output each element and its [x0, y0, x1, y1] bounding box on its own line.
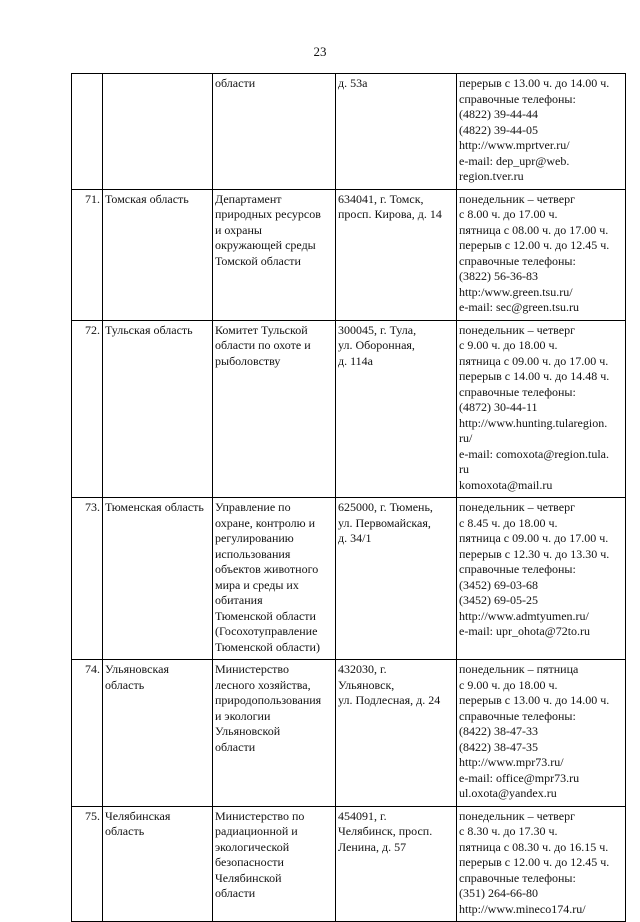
cell-line: ул. Оборонная,: [338, 338, 415, 352]
cell-line: пятница с 08.30 ч. до 16.15 ч.: [459, 839, 609, 854]
cell-line: (4822) 39-44-44: [459, 107, 538, 121]
cell-line: (351) 264-66-80: [459, 886, 538, 900]
contact-link[interactable]: ul.oxota@yandex.ru: [459, 786, 557, 800]
cell-line: области: [215, 886, 256, 900]
cell-line: окружающей среды: [215, 238, 316, 252]
address-cell: [336, 74, 457, 190]
contact-link[interactable]: e-mail: office@mpr73.ru: [459, 770, 580, 785]
cell-line: с 9.00 ч. до 18.00 ч.: [459, 338, 558, 352]
cell-line: (4822) 39-44-05: [459, 122, 538, 137]
cell-line: области: [215, 739, 256, 754]
cell-line: д. 34/1: [338, 531, 372, 545]
cell-line: перерыв с 13.00 ч. до 14.00 ч.: [459, 76, 610, 90]
cell-line: Ульяновской: [215, 724, 281, 738]
cell-line: Ульяновск,: [338, 677, 395, 692]
contact-info-cell: [457, 660, 626, 807]
cell-line: экологической: [215, 839, 290, 854]
row-number: 75.: [72, 806, 103, 922]
contact-info-cell: [457, 806, 626, 922]
contact-link[interactable]: e-mail: comoxota@region.tula.: [459, 446, 610, 461]
cell-line: Тюменской области: [215, 608, 316, 623]
cell-line: Челябинская: [105, 808, 171, 823]
cell-line: Челябинск, просп.: [338, 824, 433, 838]
cell-line: ru: [459, 462, 469, 476]
region-cell: [103, 74, 213, 190]
agency-cell: [213, 660, 336, 807]
cell-line: перерыв с 13.00 ч. до 14.00 ч.: [459, 693, 610, 707]
cell-line: справочные телефоны:: [459, 91, 576, 106]
cell-line: области: [215, 76, 256, 90]
table-row: [72, 189, 626, 320]
cell-line: 432030, г.: [338, 662, 387, 676]
cell-line: объектов животного: [215, 562, 319, 576]
contact-info-cell: [457, 320, 626, 498]
cell-line: region.tver.ru: [459, 169, 524, 183]
region-cell: [103, 498, 213, 660]
region-cell: [103, 189, 213, 320]
cell-line: справочные телефоны:: [459, 708, 576, 723]
cell-line: Министерство по: [215, 808, 305, 823]
address-cell: [336, 660, 457, 807]
contact-link[interactable]: http://www.mprtver.ru/: [459, 138, 570, 152]
address-cell: [336, 806, 457, 922]
cell-line: область: [105, 824, 145, 838]
cell-line: области по охоте и: [215, 338, 311, 352]
contact-info-cell: [457, 498, 626, 660]
page-number: 23: [313, 44, 327, 59]
cell-line: Ульяновская: [105, 662, 169, 676]
agencies-table: [71, 73, 626, 922]
cell-line: перерыв с 12.00 ч. до 12.45 ч.: [459, 238, 610, 252]
cell-line: использования: [215, 546, 291, 561]
cell-line: 454091, г.: [338, 808, 387, 823]
cell-line: обитания: [215, 593, 263, 607]
cell-line: 625000, г. Тюмень,: [338, 500, 433, 514]
cell-line: безопасности: [215, 855, 284, 869]
table-row: [72, 660, 626, 807]
cell-line: д. 114а: [338, 353, 373, 368]
cell-line: понедельник – четверг: [459, 808, 576, 823]
agencies-table-body: [72, 74, 626, 922]
contact-link[interactable]: komoxota@mail.ru: [459, 477, 553, 492]
row-number: 73.: [72, 498, 103, 660]
table-row: [72, 74, 626, 190]
cell-line: 300045, г. Тула,: [338, 322, 417, 337]
cell-line: понедельник – четверг: [459, 500, 576, 514]
cell-line: понедельник – четверг: [459, 322, 576, 337]
cell-line: Министерство: [215, 662, 289, 676]
address-cell: [336, 498, 457, 660]
cell-line: с 8.45 ч. до 18.00 ч.: [459, 515, 558, 530]
cell-line: ул. Первомайская,: [338, 515, 431, 530]
contact-link[interactable]: e-mail: upr_ohota@72to.ru: [459, 624, 591, 638]
contact-link[interactable]: http://www.mineco174.ru/: [459, 901, 586, 916]
contact-link[interactable]: http://www.hunting.tularegion.: [459, 415, 608, 430]
cell-line: и охраны: [215, 222, 262, 237]
cell-line: справочные телефоны:: [459, 870, 576, 885]
cell-line: Управление по: [215, 500, 291, 514]
cell-line: природных ресурсов: [215, 207, 321, 221]
cell-line: Департамент: [215, 191, 282, 206]
contact-link[interactable]: http://www.admtyumen.ru/: [459, 608, 589, 623]
agency-cell: [213, 320, 336, 498]
cell-line: пятница с 09.00 ч. до 17.00 ч.: [459, 353, 609, 368]
cell-line: радиационной и: [215, 824, 298, 838]
cell-line: понедельник – четверг: [459, 191, 576, 206]
region-cell: [103, 660, 213, 807]
cell-line: Челябинской: [215, 870, 282, 885]
contact-info-cell: [457, 189, 626, 320]
cell-line: просп. Кирова, д. 14: [338, 207, 442, 221]
table-row: [72, 806, 626, 922]
region-cell: [103, 806, 213, 922]
cell-line: Ленина, д. 57: [338, 839, 407, 854]
cell-line: природопользования: [215, 693, 322, 707]
row-number: 74.: [72, 660, 103, 807]
cell-line: с 8.00 ч. до 17.00 ч.: [459, 207, 558, 221]
contact-info-cell: [457, 74, 626, 190]
cell-line: область: [105, 677, 145, 692]
cell-line: с 8.30 ч. до 17.30 ч.: [459, 824, 558, 838]
cell-line: д. 53а: [338, 76, 368, 90]
cell-line: Комитет Тульской: [215, 322, 308, 337]
cell-line: с 9.00 ч. до 18.00 ч.: [459, 677, 558, 692]
table-row: [72, 320, 626, 498]
agency-cell: [213, 498, 336, 660]
contact-link[interactable]: e-mail: dep_upr@web.: [459, 153, 570, 168]
cell-line: справочные телефоны:: [459, 384, 576, 399]
cell-line: 634041, г. Томск,: [338, 191, 424, 206]
cell-line: лесного хозяйства,: [215, 677, 311, 692]
cell-line: перерыв с 14.00 ч. до 14.48 ч.: [459, 369, 610, 383]
table-row: [72, 498, 626, 660]
cell-line: (Госохотуправление: [215, 624, 318, 638]
cell-line: (3822) 56-36-83: [459, 269, 538, 283]
cell-line: (3452) 69-05-25: [459, 593, 538, 607]
cell-line: справочные телефоны:: [459, 562, 576, 576]
cell-line: мира и среды их: [215, 577, 299, 592]
contact-link[interactable]: http:/www.green.tsu.ru/: [459, 284, 573, 299]
row-number: 72.: [72, 320, 103, 498]
row-number: 71.: [72, 189, 103, 320]
agency-cell: [213, 74, 336, 190]
cell-line: и экологии: [215, 708, 271, 723]
row-number: [72, 74, 103, 190]
agency-cell: [213, 189, 336, 320]
cell-line: понедельник – пятница: [459, 662, 579, 676]
cell-line: регулированию: [215, 531, 294, 545]
cell-line: Томской области: [215, 253, 301, 268]
cell-line: ru/: [459, 431, 473, 445]
cell-line: (8422) 38-47-33: [459, 724, 538, 738]
region-cell: [103, 320, 213, 498]
cell-line: перерыв с 12.00 ч. до 12.45 ч.: [459, 855, 610, 869]
cell-line: рыболовству: [215, 353, 281, 368]
cell-line: пятница с 09.00 ч. до 17.00 ч.: [459, 531, 609, 545]
cell-line: Тульская область: [105, 322, 193, 337]
cell-line: ул. Подлесная, д. 24: [338, 693, 441, 707]
cell-line: (3452) 69-03-68: [459, 577, 538, 592]
cell-line: Томская область: [105, 191, 189, 206]
contact-link[interactable]: e-mail: sec@green.tsu.ru: [459, 300, 580, 314]
agency-cell: [213, 806, 336, 922]
cell-line: охране, контролю и: [215, 515, 316, 530]
cell-line: справочные телефоны:: [459, 253, 576, 268]
cell-line: (4872) 30-44-11: [459, 400, 538, 414]
cell-line: (8422) 38-47-35: [459, 739, 538, 754]
cell-line: пятница с 08.00 ч. до 17.00 ч.: [459, 222, 609, 237]
contact-link[interactable]: http://www.mpr73.ru/: [459, 755, 564, 769]
address-cell: [336, 189, 457, 320]
cell-line: Тюменская область: [105, 500, 204, 514]
cell-line: перерыв с 12.30 ч. до 13.30 ч.: [459, 546, 610, 561]
address-cell: [336, 320, 457, 498]
cell-line: Тюменской области): [215, 639, 320, 654]
